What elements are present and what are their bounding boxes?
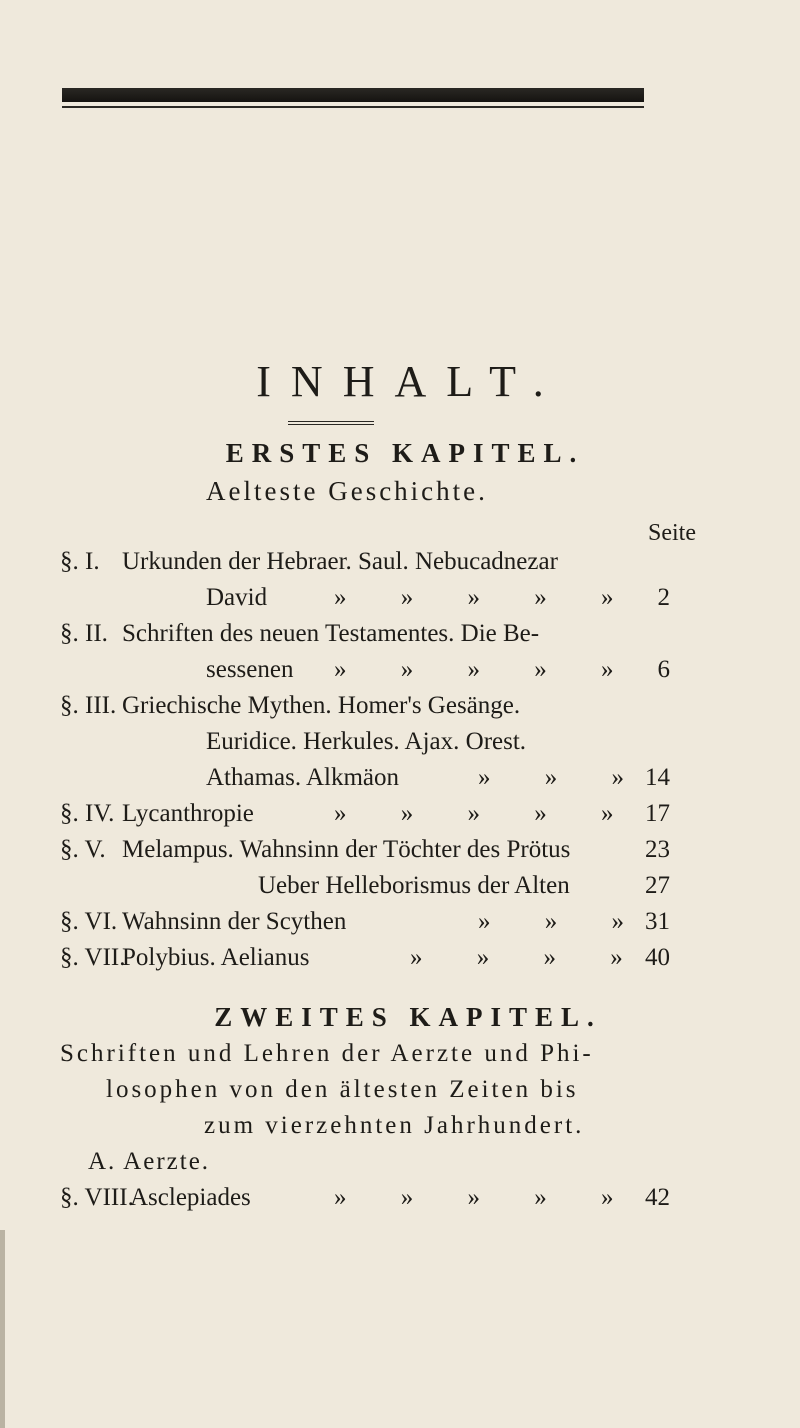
chapter2-heading: ZWEITES KAPITEL.: [214, 1002, 602, 1032]
entry-dots: » » » » »: [334, 584, 638, 611]
entry-dots: » » » » »: [334, 656, 638, 683]
entry-page: 2: [657, 584, 670, 611]
entry-title: Schriften des neuen Testamentes. Die Be-: [122, 620, 540, 647]
page-title: INHALT.: [256, 357, 564, 406]
entry-title-cont: Ueber Helleborismus der Alten: [258, 872, 570, 899]
entry-page: 31: [645, 908, 670, 935]
entry-section: §. III.: [60, 692, 117, 719]
entry-page: 42: [645, 1184, 670, 1211]
seite-label: Seite: [648, 520, 696, 546]
entry-page: 17: [645, 800, 670, 827]
chapter2-subtitle: Schriften und Lehren der Aerzte und Phi-: [60, 1040, 594, 1067]
entry-dots: » » » » »: [334, 800, 638, 827]
title-rule: [288, 421, 374, 425]
entry-title: Griechische Mythen. Homer's Gesänge.: [122, 692, 521, 719]
entry-dots: » » » » »: [334, 1184, 638, 1211]
entry-section: §. II.: [60, 620, 108, 647]
entry-page: 14: [645, 764, 670, 791]
top-border: [62, 88, 644, 102]
entry-section: §. IV.: [60, 800, 115, 827]
entry-page: 27: [645, 872, 670, 899]
entry-section: §. VI.: [60, 908, 118, 935]
entry-title-cont: David: [206, 584, 268, 611]
entry-title-cont: sessenen: [206, 656, 294, 683]
entry-title-cont: Euridice. Herkules. Ajax. Orest.: [206, 728, 527, 755]
top-border-line: [62, 106, 644, 108]
entry-page: 6: [657, 656, 670, 683]
entry-title: Polybius. Aelianus: [122, 944, 310, 971]
chapter1-subtitle: Aelteste Geschichte.: [206, 476, 488, 506]
entry-section: §. VIII.: [60, 1184, 134, 1211]
entry-title: Asclepiades: [130, 1184, 251, 1211]
entry-page: 40: [645, 944, 670, 971]
entry-title-cont: Athamas. Alkmäon: [206, 764, 400, 791]
entry-dots: » » »: [478, 908, 648, 935]
entry-dots: » » »: [478, 764, 648, 791]
entry-section: §. VII.: [60, 944, 126, 971]
chapter2-subtitle: zum vierzehnten Jahrhundert.: [204, 1112, 585, 1139]
entry-dots: » » » »: [410, 944, 647, 971]
chapter2-subtitle: losophen von den ältesten Zeiten bis: [106, 1076, 579, 1103]
entry-title: Melampus. Wahnsinn der Töchter des Prötus: [122, 836, 571, 863]
book-edge: [0, 1230, 5, 1428]
entry-title: Urkunden der Hebraer. Saul. Nebucadnezar: [122, 548, 558, 575]
entry-section: §. V.: [60, 836, 106, 863]
part-heading: A. Aerzte.: [88, 1148, 211, 1175]
entry-title: Wahnsinn der Scythen: [122, 908, 347, 935]
entry-section: §. I.: [60, 548, 100, 575]
chapter1-heading: ERSTES KAPITEL.: [225, 438, 585, 468]
entry-page: 23: [645, 836, 670, 863]
entry-title: Lycanthropie: [122, 800, 254, 827]
